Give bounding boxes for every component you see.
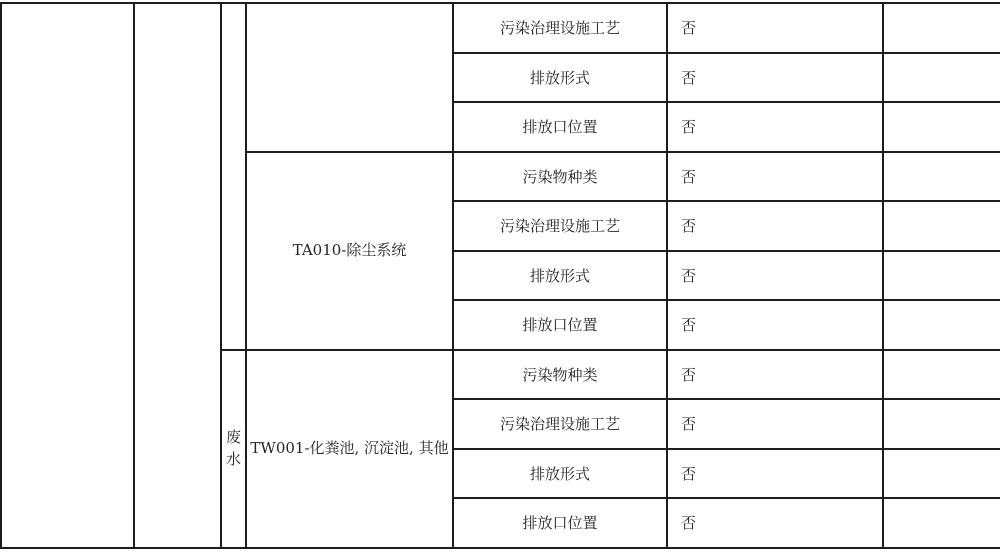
attribute-label: 排放形式 bbox=[453, 53, 667, 103]
attribute-label: 排放口位置 bbox=[453, 300, 667, 350]
changed-flag-value: 否 bbox=[667, 201, 883, 251]
note-cell bbox=[883, 53, 1000, 103]
note-cell bbox=[883, 350, 1000, 400]
note-cell bbox=[883, 3, 1000, 53]
changed-flag-value: 否 bbox=[667, 300, 883, 350]
note-cell bbox=[883, 300, 1000, 350]
note-cell bbox=[883, 152, 1000, 202]
left-spacer-cell-1 bbox=[1, 3, 134, 548]
attribute-label: 污染治理设施工艺 bbox=[453, 3, 667, 53]
note-cell bbox=[883, 102, 1000, 152]
changed-flag-value: 否 bbox=[667, 498, 883, 548]
attribute-label: 排放形式 bbox=[453, 251, 667, 301]
attribute-label: 污染治理设施工艺 bbox=[453, 201, 667, 251]
attribute-label: 排放口位置 bbox=[453, 102, 667, 152]
note-cell bbox=[883, 399, 1000, 449]
changed-flag-value: 否 bbox=[667, 3, 883, 53]
note-cell bbox=[883, 251, 1000, 301]
changed-flag-value: 否 bbox=[667, 53, 883, 103]
table-row bbox=[1, 3, 1000, 53]
medium-cell-wastewater bbox=[221, 350, 246, 548]
medium-cell-upper bbox=[221, 3, 246, 350]
changed-flag-value: 否 bbox=[667, 449, 883, 499]
medium-label-wastewater: 废水 bbox=[226, 427, 242, 468]
pollution-permit-table bbox=[0, 2, 1000, 549]
facility-cell-ta010: TA010-除尘系统 bbox=[246, 152, 453, 350]
note-cell bbox=[883, 498, 1000, 548]
attribute-label: 污染治理设施工艺 bbox=[453, 399, 667, 449]
attribute-label: 污染物种类 bbox=[453, 350, 667, 400]
facility-cell-group0 bbox=[246, 3, 453, 152]
left-spacer-cell-2 bbox=[134, 3, 221, 548]
note-cell bbox=[883, 449, 1000, 499]
changed-flag-value: 否 bbox=[667, 251, 883, 301]
attribute-label: 排放形式 bbox=[453, 449, 667, 499]
note-cell bbox=[883, 201, 1000, 251]
attribute-label: 排放口位置 bbox=[453, 498, 667, 548]
changed-flag-value: 否 bbox=[667, 102, 883, 152]
changed-flag-value: 否 bbox=[667, 399, 883, 449]
changed-flag-value: 否 bbox=[667, 152, 883, 202]
attribute-label: 污染物种类 bbox=[453, 152, 667, 202]
facility-cell-tw001: TW001-化粪池, 沉淀池, 其他 bbox=[246, 350, 453, 548]
changed-flag-value: 否 bbox=[667, 350, 883, 400]
